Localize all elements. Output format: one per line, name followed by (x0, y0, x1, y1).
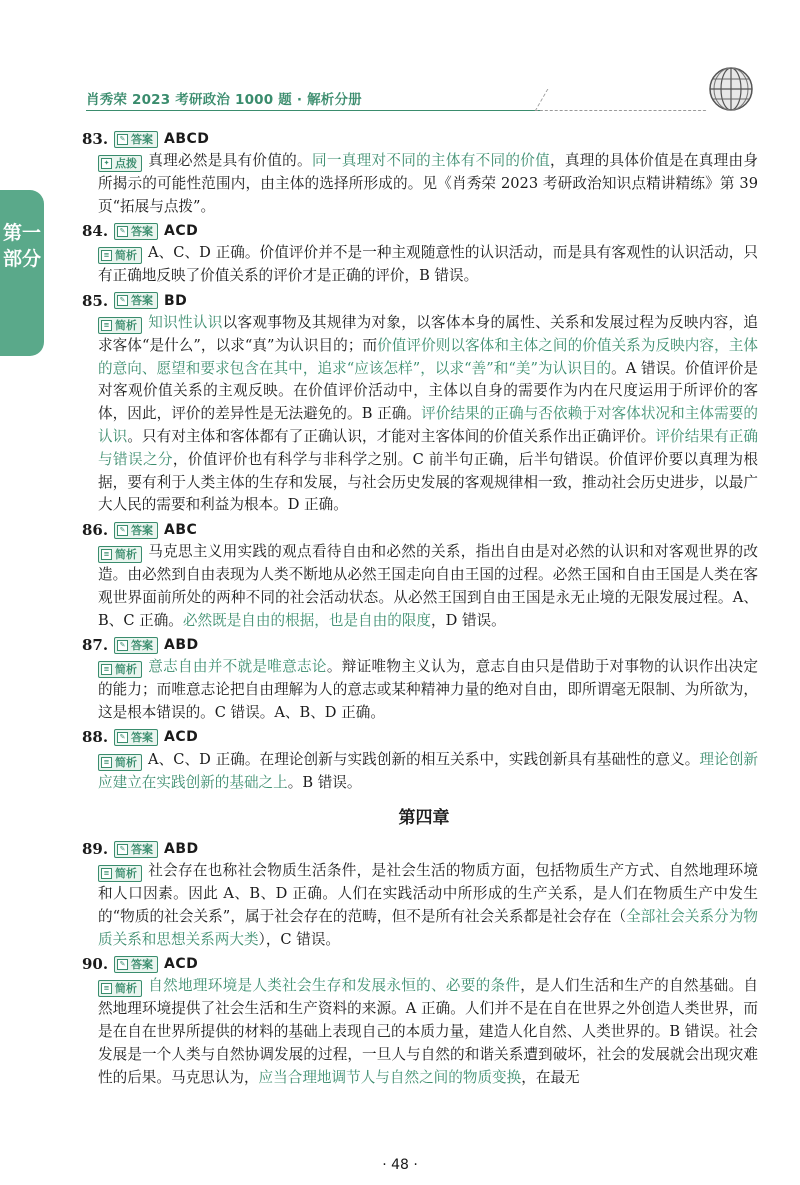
note-tag (98, 317, 142, 334)
pencil-icon: ✎ (117, 295, 128, 306)
question-item (82, 128, 758, 218)
question-number: 90. (82, 954, 109, 973)
note-tag-label: 简析 (115, 982, 137, 996)
answer-tag (114, 131, 158, 148)
answer-value: ACD (164, 729, 199, 746)
answer-value: ACD (164, 955, 199, 972)
key-point-highlight: 价值评价则以客体和主体之间的价值关系为反映内容，主体的意向、愿望和要求包含在其中，追求“应该怎样”，以求“善”和“美”为认识目的 (98, 336, 758, 377)
book-icon: ≡ (101, 549, 112, 560)
answer-content (82, 127, 758, 1091)
explanation-segment: ，在最无 (521, 1068, 580, 1086)
pencil-icon: ✎ (117, 525, 128, 536)
key-point-highlight: 理论创新应建立在实践创新的基础之上 (98, 750, 758, 791)
key-point-highlight: 意志自由并不就是唯意志论 (148, 658, 327, 676)
book-icon: ≡ (101, 320, 112, 331)
note-tag (98, 546, 142, 563)
note-tag (98, 865, 142, 882)
note-tag-label: 简析 (115, 867, 137, 881)
question-number: 86. (82, 520, 109, 539)
explanation-segment: ，真理的具体价值是在真理由身所揭示的可能性范围内，由主体的选择所形成的。见《肖秀荣 2023 考研政治知识点精讲精练》第 39 页“拓展与点拨”。 (98, 152, 758, 215)
book-icon: ≡ (101, 250, 112, 261)
question-item (82, 220, 758, 288)
answer-value: ABD (164, 636, 199, 653)
section-tab: 第一部分 (0, 190, 44, 356)
explanation-segment: ，是人们生活和生产的自然基础。自然地理环境提供了社会生活和生产资料的来源。A 正确。人们并不是在自在世界之外创造人类世界，而是在自在世界所提供的材料的基础上表现自己的本质力量，建造人化自然、人类世界的。B 错误。社会发展是一个人类与自然协调发展的过程，一旦人与自然的和谐关系遭到破坏，社会的发展就会出现灾难性的后果。马克思认为， (98, 977, 758, 1086)
question-item (82, 290, 758, 517)
answer-tag-label: 答案 (131, 638, 153, 652)
note-tag-label: 简析 (115, 318, 137, 332)
answer-tag-label: 答案 (131, 132, 153, 146)
answer-line (82, 727, 758, 749)
book-icon: ≡ (101, 664, 112, 675)
explanation-text (98, 656, 758, 724)
running-header (86, 88, 746, 114)
page-number: · 48 · (382, 1157, 418, 1173)
note-tag (98, 155, 142, 172)
question-number: 83. (82, 129, 109, 148)
explanation-text (98, 312, 758, 517)
question-item (82, 953, 758, 1089)
key-point-highlight: 知识性认识 (148, 313, 223, 331)
explanation-segment: ），C 错误。 (258, 930, 341, 948)
answer-tag (114, 637, 158, 654)
book-icon: ≡ (101, 983, 112, 994)
answer-value: ABC (164, 521, 198, 538)
key-point-highlight: 全部社会关系分为物质关系和思想关系两大类 (98, 907, 758, 948)
note-tag-label: 简析 (115, 663, 137, 677)
pencil-icon: ✎ (117, 844, 128, 855)
lightbulb-icon: ✦ (101, 158, 112, 169)
explanation-segment: 。B 错误。 (287, 773, 362, 791)
explanation-segment: 。辩证唯物主义认为，意志自由只是借助于对事物的认识作出决定的能力；而唯意志论把自由理解为人的意志或某种精神力量的绝对自由，即所谓毫无限制、为所欲为，这是根本错误的。C 错误。A、B、D 正确。 (98, 658, 758, 721)
question-number: 88. (82, 728, 109, 747)
chapter-heading: 第四章 (398, 808, 450, 829)
answer-tag-label: 答案 (131, 842, 153, 856)
note-tag-label: 简析 (115, 249, 137, 263)
header-dashed-rule (535, 89, 719, 111)
explanation-segment: A、C、D 正确。价值评价并不是一种主观随意性的认识活动，而是具有客观性的认识活动，只有正确地反映了价值关系的评价才是正确的评价，B 错误。 (98, 244, 758, 285)
key-point-highlight: 必然既是自由的根据，也是自由的限度 (182, 611, 432, 629)
explanation-segment: ，D 错误。 (431, 611, 506, 629)
key-point-highlight: 评价结果的正确与否依赖于对客体状况和主体需要的认识 (98, 405, 758, 445)
explanation-segment: 。A 错误。价值评价是对客观价值关系的主观反映。在价值评价活动中，主体以自身的需要作为内在尺度运用于所评价的客体，因此，评价的差异性是无法避免的。B 正确。 (98, 359, 758, 423)
question-list (82, 128, 758, 794)
explanation-text (98, 860, 758, 951)
question-item (82, 519, 758, 632)
explanation-segment: 真理必然是具有价值的。 (148, 152, 312, 169)
pencil-icon: ✎ (117, 732, 128, 743)
key-point-highlight: 同一真理对不同的主体有不同的价值 (311, 152, 550, 169)
answer-tag-label: 答案 (131, 731, 153, 745)
book-icon: ≡ (101, 757, 112, 768)
pencil-icon: ✎ (117, 226, 128, 237)
answer-tag-label: 答案 (131, 957, 153, 971)
explanation-segment: 。只有对主体和客体都有了正确认识，才能对主客体间的价值关系作出正确评价。 (127, 427, 656, 445)
explanation-segment: 马克思主义用实践的观点看待自由和必然的关系，指出自由是对必然的认识和对客观世界的改造。由必然到自由表现为人类不断地从必然王国走向自由王国的过程。必然王国和自由王国是人类在客观世界面前所处的两种不同的社会活动状态。从必然王国到自由王国是永无止境的无限发展过程。A、B、C 正确。 (98, 543, 758, 629)
explanation-text (98, 541, 758, 632)
explanation-text (98, 150, 758, 218)
answer-line (82, 634, 758, 656)
question-number: 89. (82, 839, 109, 858)
note-tag-label: 简析 (115, 548, 137, 562)
answer-tag-label: 答案 (131, 224, 153, 238)
pencil-icon: ✎ (117, 640, 128, 651)
answer-value: ABD (164, 840, 199, 857)
note-tag-label: 点拨 (115, 157, 137, 170)
answer-tag (114, 956, 158, 973)
key-point-highlight: 应当合理地调节人与自然之间的物质变换 (258, 1068, 522, 1086)
answer-tag (114, 292, 158, 309)
question-item (82, 634, 758, 724)
note-tag (98, 247, 142, 264)
question-item (82, 838, 758, 951)
question-number: 87. (82, 635, 109, 654)
header-title: 肖秀荣 2023 考研政治 1000 题 · 解析分册 (86, 92, 362, 108)
answer-tag (114, 841, 158, 858)
answer-line (82, 290, 758, 312)
note-tag (98, 661, 142, 678)
pencil-icon: ✎ (117, 134, 128, 145)
question-number: 85. (82, 291, 109, 310)
note-tag (98, 754, 142, 771)
note-tag-label: 简析 (115, 755, 137, 769)
answer-tag (114, 223, 158, 240)
explanation-text (98, 242, 758, 288)
answer-line (82, 838, 758, 860)
explanation-segment: ，价值评价也有科学与非科学之别。C 前半句正确，后半句错误。价值评价要以真理为根据，要有利于人类主体的生存和发展，与社会历史发展的客观规律相一致，推动社会历史进步，以最广大人民的需要和利益为根本。D 正确。 (98, 450, 758, 514)
question-list-chapter-4 (82, 838, 758, 1089)
explanation-text (98, 975, 758, 1089)
answer-tag (114, 729, 158, 746)
answer-line (82, 128, 758, 150)
answer-line (82, 220, 758, 242)
pencil-icon: ✎ (117, 959, 128, 970)
answer-tag (114, 522, 158, 539)
explanation-text (98, 749, 758, 795)
header-rule (86, 110, 541, 111)
answer-tag-label: 答案 (131, 523, 153, 537)
note-tag (98, 980, 142, 997)
key-point-highlight: 自然地理环境是人类社会生存和发展永恒的、必要的条件 (148, 977, 521, 995)
answer-tag-label: 答案 (131, 294, 153, 308)
explanation-segment: 社会存在也称社会物质生活条件，是社会生活的物质方面，包括物质生产方式、自然地理环境和人口因素。因此 A、B、D 正确。人们在实践活动中所形成的生产关系，是人们在物质生产中发生的“物质的社会关系”，属于社会存在的范畴，但不是所有社会关系都是社会存在（ (98, 862, 758, 925)
explanation-segment: A、C、D 正确。在理论创新与实践创新的相互关系中，实践创新具有基础性的意义。 (148, 750, 700, 768)
key-point-highlight: 评价结果有正确与错误之分 (98, 427, 758, 468)
answer-value: ABCD (164, 130, 210, 147)
question-number: 84. (82, 222, 109, 240)
answer-value: ACD (164, 223, 199, 239)
question-item (82, 727, 758, 795)
book-icon: ≡ (101, 868, 112, 879)
globe-icon (708, 66, 754, 112)
explanation-segment: 以客观事物及其规律为对象，以客体本身的属性、关系和发展过程为反映内容，追求客体“是什么”，以求“真”为认识目的；而 (98, 313, 758, 354)
answer-value: BD (164, 292, 188, 309)
answer-line (82, 953, 758, 975)
answer-line (82, 519, 758, 541)
